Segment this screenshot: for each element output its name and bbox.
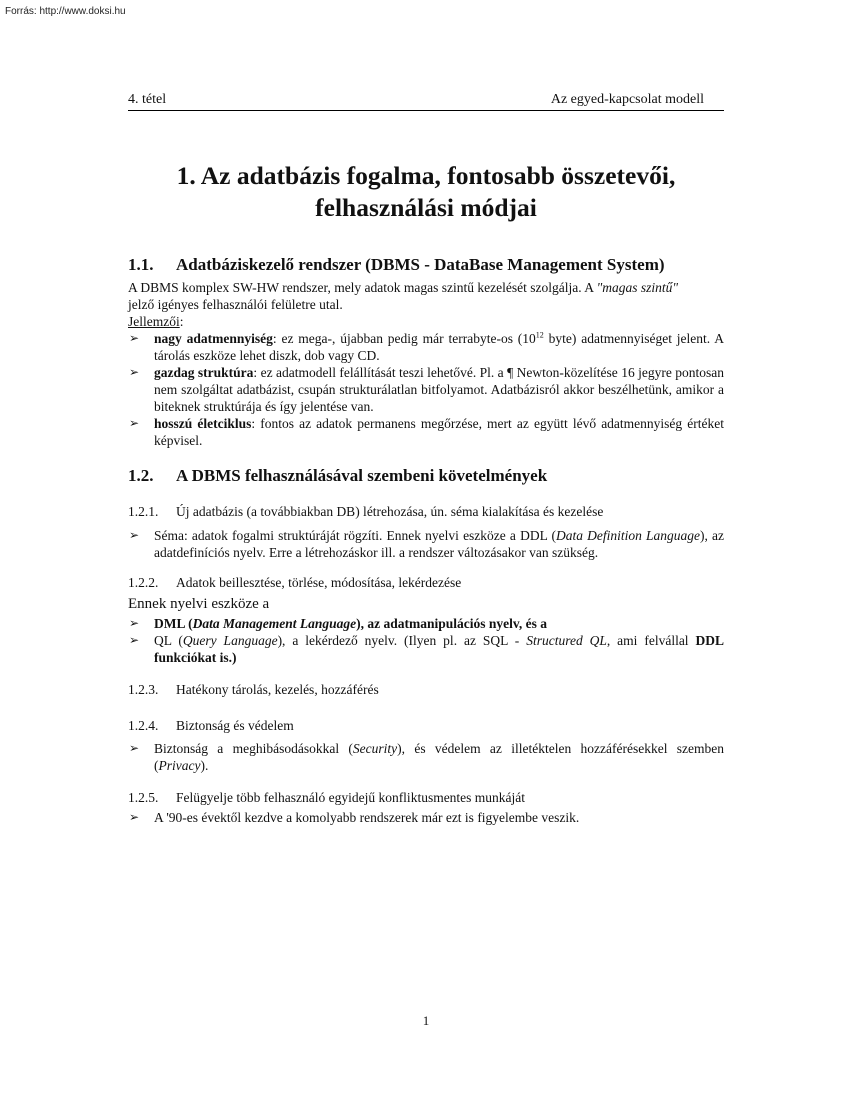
text-run: A DBMS komplex SW-HW rendszer, mely adatok magas szintű kezelését szolgálja. A xyxy=(128,280,597,295)
subsection-heading xyxy=(128,718,294,734)
text-run: QL ( xyxy=(154,633,183,648)
text-run: ), a lekérdező nyelv. (Ilyen pl. az SQL - xyxy=(277,633,527,648)
subsection-number: 1.2.5. xyxy=(128,790,159,805)
arrow-bullet-icon: ➢ xyxy=(129,616,140,630)
text-run: : ez adatmodell felállítását teszi lehetővé. Pl. a ¶ Newton-közelítése 16 jegyre pontosan nem szolgáltat adatbázist, csupán strukturálatlan bitfolyamot. Adatbázisról akkor beszélhetünk, amikor a biteknek struktúrája és így jelentése van. xyxy=(154,365,724,414)
text-run: Séma: adatok fogalmi struktúráját rögzíti. Ennek nyelvi eszköze a DDL ( xyxy=(154,528,556,543)
section-number: 1.1. xyxy=(128,255,154,274)
bold-run: hosszú életciklus xyxy=(154,416,252,431)
paragraph-dbms xyxy=(128,279,724,330)
subsection-number: 1.2.1. xyxy=(128,504,159,519)
section-title: A DBMS felhasználásával szembeni követelmények xyxy=(176,466,548,485)
subsection-title: Felügyelje több felhasználó egyidejű konfliktusmentes munkáját xyxy=(176,790,526,805)
superscript: 12 xyxy=(535,330,544,340)
section-title: Adatbáziskezelő rendszer (DBMS - DataBase Management System) xyxy=(176,255,665,274)
bold-run: DDL funkciókat is.) xyxy=(154,633,724,665)
bold-run: DML ( xyxy=(154,616,193,631)
subsection-number: 1.2.4. xyxy=(128,718,159,733)
subsection-title: Új adatbázis (a továbbiakban DB) létrehozása, ún. séma kialakítása és kezelése xyxy=(176,504,604,519)
italic-run: Privacy xyxy=(158,758,201,773)
arrow-bullet-icon: ➢ xyxy=(129,416,140,430)
bold-run: gazdag struktúra xyxy=(154,365,254,380)
arrow-bullet-icon: ➢ xyxy=(129,741,140,755)
bullet-item xyxy=(128,809,724,826)
text-run: : ez mega-, újabban pedig már terrabyte-os (10 xyxy=(272,331,536,346)
subsection-number: 1.2.3. xyxy=(128,682,159,697)
arrow-bullet-icon: ➢ xyxy=(129,633,140,647)
source-url: Forrás: http://www.doksi.hu xyxy=(5,6,126,17)
bullet-item xyxy=(128,364,724,415)
paragraph-ennek: Ennek nyelvi eszköze a xyxy=(128,596,270,612)
section-heading-1-2 xyxy=(128,466,547,486)
text-run: ), és védelem az illetéktelen hozzáférésekkel szemben ( xyxy=(154,741,724,773)
italic-run: Structured QL xyxy=(526,633,607,648)
text-run: Biztonság a meghibásodásokkal ( xyxy=(154,741,353,756)
colon: : xyxy=(179,314,184,329)
subsection-heading xyxy=(128,575,461,591)
section-number: 1.2. xyxy=(128,466,154,485)
text-run: , ami felvállal xyxy=(606,633,696,648)
underlined-label: Jellemzői xyxy=(128,314,180,329)
text-run: ). xyxy=(200,758,209,773)
text-run: jelző igényes felhasználói felületre utal. xyxy=(128,297,343,312)
text-run: A '90-es évektől kezdve a komolyabb rendszerek már ezt is figyelembe veszik. xyxy=(154,810,580,825)
bullet-item xyxy=(128,632,724,666)
bullet-item xyxy=(128,330,724,364)
title-line-1: 1. Az adatbázis fogalma, fontosabb összetevői, xyxy=(176,161,676,190)
running-header xyxy=(128,92,724,111)
italic-run: Data Definition Language xyxy=(555,528,700,543)
italic-run: Query Language xyxy=(182,633,278,648)
text-run: : fontos az adatok permanens megőrzése, mert az együtt lévő adatmennyiség értéket képvisel. xyxy=(154,416,724,448)
text-run: ), az adatdefiníciós nyelv. Erre a létrehozáskor ill. a rendszer változásakor van szükség. xyxy=(154,528,724,560)
subsection-heading xyxy=(128,504,603,520)
subsection-title: Biztonság és védelem xyxy=(176,718,294,733)
bold-run: ), az adatmanipulációs nyelv, és a xyxy=(356,616,548,631)
text-run: byte) adatmennyiséget jelent. A tárolás eszköze lehet diszk, dob vagy CD. xyxy=(154,331,724,363)
bullet-item xyxy=(128,740,724,774)
subsection-number: 1.2.2. xyxy=(128,575,159,590)
header-left: 4. tétel xyxy=(128,92,167,107)
arrow-bullet-icon: ➢ xyxy=(129,810,140,824)
subsection-title: Hatékony tárolás, kezelés, hozzáférés xyxy=(176,682,379,697)
bold-run: nagy adatmennyiség xyxy=(154,331,273,346)
bold-italic-run: Data Management Language xyxy=(192,616,357,631)
bullet-item xyxy=(128,615,724,632)
italic-run: Security xyxy=(352,741,398,756)
page-number: 1 xyxy=(422,1013,430,1028)
arrow-bullet-icon: ➢ xyxy=(129,331,140,345)
header-right: Az egyed-kapcsolat modell xyxy=(550,92,704,107)
arrow-bullet-icon: ➢ xyxy=(129,528,140,542)
arrow-bullet-icon: ➢ xyxy=(129,365,140,379)
bullet-item xyxy=(128,415,724,449)
subsection-title: Adatok beillesztése, törlése, módosítása, lekérdezése xyxy=(176,575,462,590)
page-title xyxy=(128,160,724,224)
subsection-heading xyxy=(128,790,525,806)
section-heading-1-1 xyxy=(128,255,665,275)
subsection-heading xyxy=(128,682,379,698)
italic-run: "magas szintű" xyxy=(596,280,679,295)
bullet-item xyxy=(128,527,724,561)
title-line-2: felhasználási módjai xyxy=(315,193,537,222)
